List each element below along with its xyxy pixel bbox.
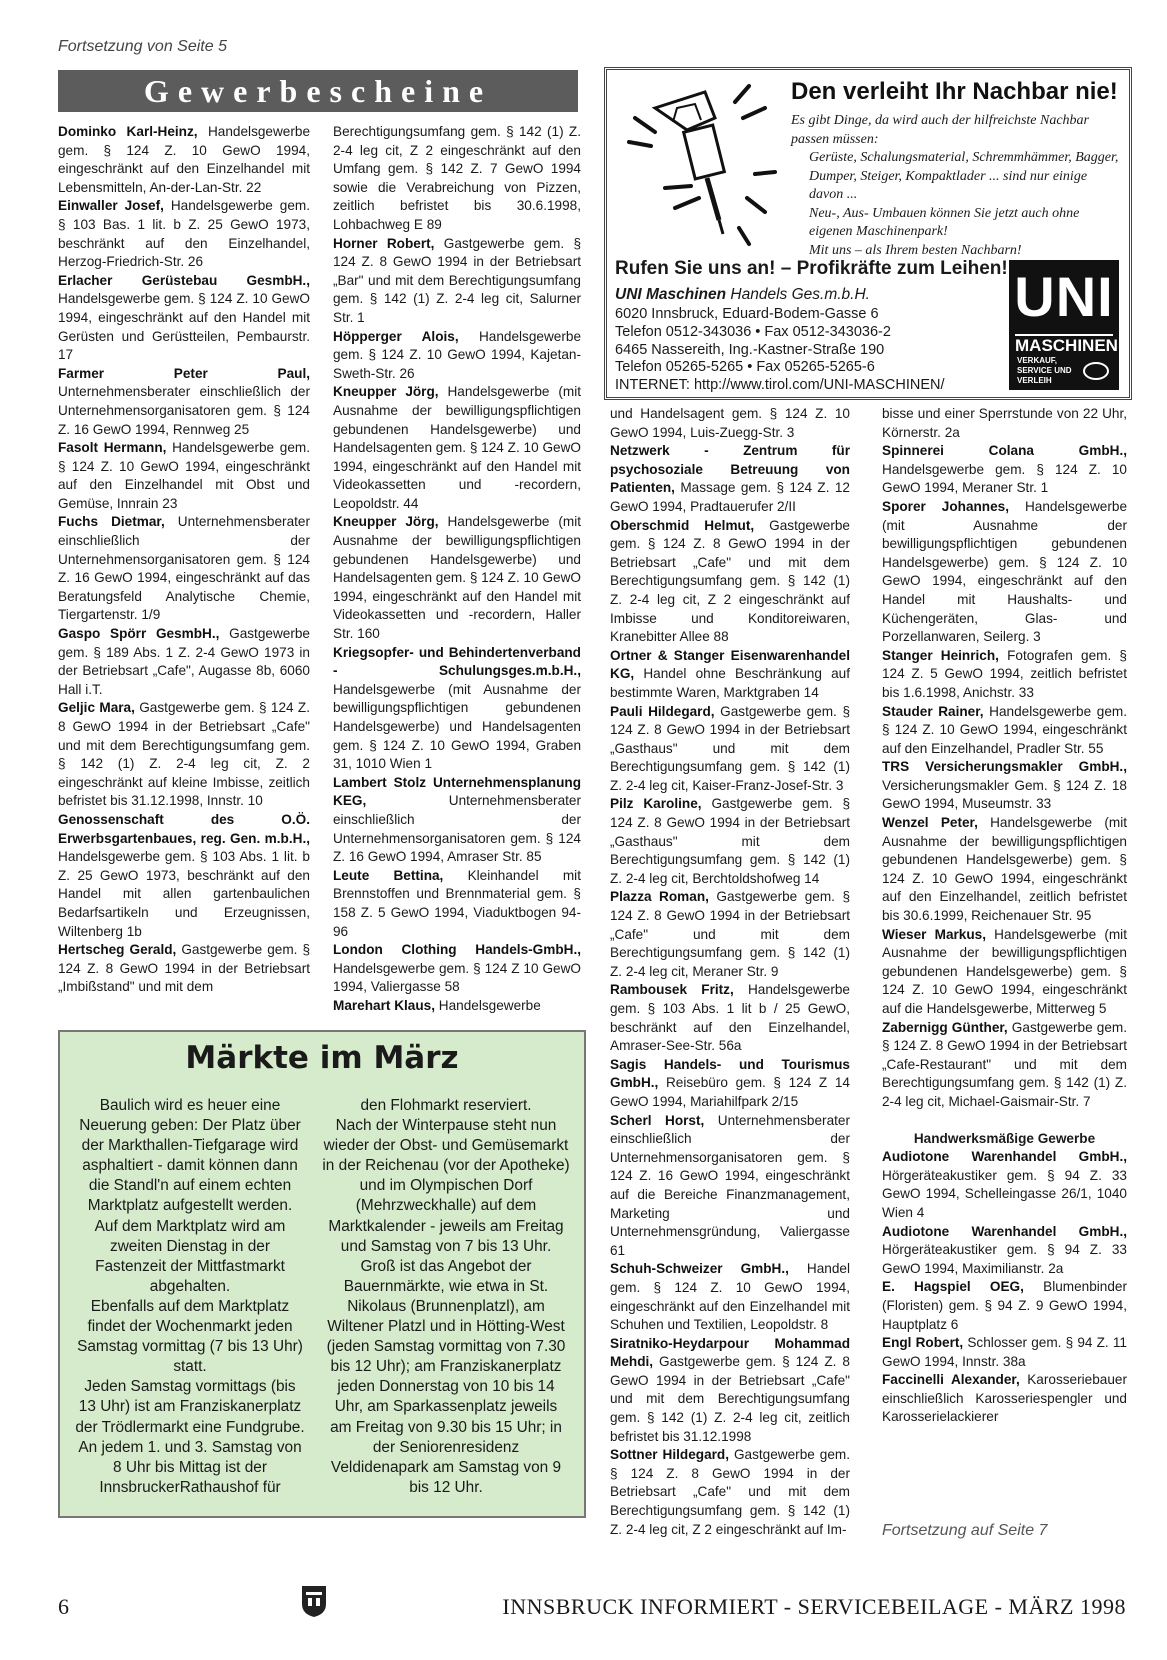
- license-entry: [882, 647, 1127, 703]
- entry-text: Handelsgewerbe (mit Ausnahme der bewilligungspflichtigen gebundenen Handelsgewerbe) und Handelsagenten gem. § 124 Z. 10 GewO 1994, eingeschränkt auf den Handel mit Videokassetten und -recordern, Haller Str. 160: [333, 514, 581, 642]
- listing-group-handwerk: [882, 1148, 1127, 1427]
- subheading-handwerk: Handwerksmäßige Gewerbe: [913, 1130, 1096, 1146]
- entry-name: Wenzel Peter,: [882, 815, 978, 831]
- ad-intro-line: Es gibt Dinge, da wird auch der hilfreichste Nachbar passen müssen:: [791, 113, 1089, 147]
- entry-name: E. Hagspiel OEG,: [882, 1279, 1024, 1295]
- entry-name: Kriegsopfer- und Behindertenverband - Schulungsges.m.b.H.,: [333, 644, 581, 679]
- entry-name: Rambousek Fritz,: [610, 982, 734, 998]
- entry-name: Genossenschaft des O.Ö. Erwerbsgartenbaues, reg. Gen. m.b.H.,: [58, 811, 310, 846]
- entry-text: Handelsgewerbe (mit Ausnahme der bewilligungspflichtigen gebundenen Handelsgewerbe) gem. § 124 Z. 10 GewO 1994, eingeschränkt auf die Handelsgewerbe, Mitterweg 5: [882, 926, 1127, 1016]
- entry-text: Handelsgewerbe: [435, 997, 541, 1013]
- continuation-note-top: Fortsetzung von Seite 5: [58, 38, 227, 55]
- license-entry: [882, 498, 1127, 647]
- entry-name: Höpperger Alois,: [333, 328, 459, 344]
- license-entry: [333, 513, 581, 643]
- entry-name: Sottner Hildegard,: [610, 1447, 730, 1463]
- ad-company-name: UNI Maschinen: [615, 286, 727, 303]
- entry-text: Blumenbinder (Floristen) gem. § 94 Z. 9 GewO 1994, Hauptplatz 6: [882, 1279, 1128, 1332]
- markets-paragraph: Nach der Winterpause steht nun wieder der Obst- und Gemüsemarkt in der Reichenau (vor der Apotheke) und im Olympischen Dorf (Mehrzweckhalle) auf dem Marktkalender - jeweils am Freitag und Samstag von 7 bis 13 Uhr.: [322, 1117, 570, 1255]
- entry-name: Fasolt Hermann,: [58, 440, 167, 456]
- entry-name: Farmer Peter Paul,: [58, 365, 310, 381]
- license-entry: [882, 1371, 1127, 1427]
- license-entry: [333, 383, 581, 513]
- entry-text: Unternehmensberater einschließlich der Unternehmensorganisatoren gem. § 124 Z. 16 GewO 1994, Rennweg 25: [58, 384, 310, 437]
- entry-text: Handelsgewerbe gem. § 124 Z. 10 GewO 1994, Kajetan-Sweth-Str. 26: [333, 328, 581, 381]
- ad-address-line: Telefon 0512-343036 • Fax 0512-343036-2: [615, 323, 891, 340]
- entry-text: Unternehmensberater einschließlich der Unternehmensorganisatoren gem. § 124 Z. 16 GewO 1994, eingeschränkt auf die Bereiche Finanzmanagement, Marketing und Unternehmensgründung, Valiergasse 61: [610, 1112, 850, 1258]
- license-entry: [333, 774, 581, 867]
- listing-column-2: [333, 123, 581, 1016]
- license-entry: [882, 1148, 1127, 1222]
- entry-text: Hörgeräteakustiker gem. § 94 Z. 33 GewO 1994, Maximilianstr. 2a: [882, 1242, 1127, 1276]
- entry-text: Gastgewerbe gem. § 124 Z. 8 GewO 1994 in der Betriebsart „Cafe" und mit dem Berechtigungsumfang gem. § 142 (1) Z. 2-4 leg cit, Z. 2 eingeschränkt auf kleine Imbisse, zeitlich befristet bis 31.12.1998, Innstr. 10: [58, 700, 311, 809]
- license-entry: [333, 867, 581, 941]
- license-entry: [333, 235, 581, 328]
- entry-text: Handelsgewerbe gem. § 124 Z. 10 GewO 1994, Meraner Str. 1: [882, 461, 1127, 496]
- entry-text: Massage gem. § 124 Z. 12 GewO 1994, Pradtauerufer 2/II: [610, 480, 850, 514]
- license-entry: [610, 517, 850, 647]
- entry-text: Gastgewerbe gem. § 124 Z. 8 GewO 1994 in der Betriebsart „Cafe-Restaurant" und mit dem Berechtigungsumfang gem. § 142 (1) Z. 2-4 leg cit, Michael-Gaismair-Str. 7: [882, 1019, 1127, 1109]
- license-entry: [610, 888, 850, 981]
- entry-text: Handelsgewerbe gem. § 124 Z. 10 GewO 1994, eingeschränkt auf den Einzelhandel mit Lebensmitteln, An-der-Lan-Str. 22: [58, 124, 311, 195]
- entry-text: Unternehmensberater einschließlich der Unternehmensorganisatoren gem. § 124 Z. 16 GewO 1994, Amraser Str. 85: [333, 793, 581, 865]
- entry-name: Zabernigg Günther,: [882, 1019, 1008, 1035]
- license-entry: [610, 1112, 850, 1261]
- entry-text: Handelsgewerbe gem. § 103 Abs. 1 lit b / 25 GewO, beschränkt auf den Einzelhandel, Amraser-See-Str. 56a: [610, 982, 850, 1054]
- markets-paragraph: den Flohmarkt reserviert.: [360, 1097, 532, 1114]
- page-number: 6: [58, 1594, 69, 1619]
- ad-address: [615, 306, 945, 395]
- entry-text: bisse und einer Sperrstunde von 22 Uhr, Körnerstr. 2a: [882, 406, 1127, 440]
- markets-paragraph: An jedem 1. und 3. Samstag von 8 Uhr bis Mittag ist der InnsbruckerRathaushof für: [78, 1438, 302, 1496]
- license-entry: [333, 644, 581, 774]
- license-entry: [333, 123, 581, 235]
- ad-intro-line: Neu-, Aus- Umbauen können Sie jetzt auch ohne eigenen Maschinenpark!: [809, 205, 1080, 239]
- license-entry: [610, 1335, 850, 1447]
- entry-name: TRS Versicherungsmakler GmbH.,: [882, 759, 1127, 775]
- entry-text: Handelsgewerbe (mit Ausnahme der bewilligungspflichtigen gebundenen Handelsgewerbe) und Handelsagenten gem. § 124 Z. 10 GewO 1994, Graben 31, 1010 Wien 1: [333, 681, 581, 772]
- license-entry: [58, 272, 310, 365]
- logo-uni-text: UNI: [1014, 265, 1114, 328]
- license-entry: [610, 703, 850, 796]
- entry-text: Gastgewerbe gem. § 124 Z. 8 GewO 1994 in der Betriebsart „Cafe" und mit dem Berechtigungsumfang gem. § 142 (1) Z. 2-4 leg cit, zeitlich befristet bis 31.12.1998: [610, 1354, 850, 1444]
- listing-column-3: [610, 405, 850, 1539]
- ad-headline: Den verleiht Ihr Nachbar nie!: [791, 78, 1118, 105]
- license-entry: [58, 513, 310, 625]
- license-entry: [610, 795, 850, 888]
- license-entry: [882, 814, 1127, 926]
- license-entry: [882, 758, 1127, 814]
- entry-name: Plazza Roman,: [610, 889, 709, 905]
- logo-subtitle: VERKAUF, SERVICE UND VERLEIH: [1017, 356, 1072, 385]
- city-emblem-icon: [300, 1584, 328, 1618]
- entry-name: Sagis Handels- und Tourismus GmbH.,: [610, 1056, 850, 1091]
- license-entry: [610, 405, 850, 442]
- entry-text: Gastgewerbe gem. § 124 Z. 8 GewO 1994 in der Betriebsart „Gasthaus" mit dem Berechtigungsumfang gem. § 142 (1) Z. 2-4 leg cit, Berchtoldshofweg 14: [610, 796, 850, 886]
- entry-name: Stauder Rainer,: [882, 703, 984, 719]
- ad-intro: [791, 112, 1121, 260]
- entry-text: Handelsgewerbe gem. § 124 Z. 10 GewO 1994, eingeschränkt auf den Handel mit Gerüsten und Gerüstteilen, Pembaurstr. 17: [58, 291, 310, 363]
- license-entry: [333, 328, 581, 384]
- entry-text: Versicherungsmakler Gem. § 124 Z. 18 GewO 1994, Museumstr. 33: [882, 777, 1127, 812]
- markets-column-right: [322, 1096, 570, 1498]
- license-entry: [58, 439, 310, 513]
- license-entry: [610, 1056, 850, 1112]
- listing-column-4: [882, 405, 1127, 1427]
- logo-emblem-icon: [1083, 362, 1109, 380]
- logo-maschinen-text: MASCHINEN: [1015, 336, 1118, 355]
- entry-name: Netzwerk - Zentrum für psychosoziale Betreuung von Patienten,: [610, 443, 850, 496]
- license-entry: [882, 405, 1127, 442]
- entry-name: Ortner & Stanger Eisenwarenhandel KG,: [610, 647, 850, 682]
- license-entry: [58, 699, 310, 811]
- entry-text: Fotografen gem. § 124 Z. 5 GewO 1994, zeitlich befristet bis 1.6.1998, Anichstr. 33: [882, 647, 1127, 700]
- entry-name: Kneupper Jörg,: [333, 514, 439, 530]
- entry-text: und Handelsagent gem. § 124 Z. 10 GewO 1994, Luis-Zuegg-Str. 3: [610, 406, 850, 440]
- license-entry: [58, 811, 310, 941]
- ad-company-type: Handels Ges.m.b.H.: [726, 286, 870, 303]
- markets-title: Märkte im März: [185, 1040, 459, 1076]
- license-entry: [882, 1334, 1127, 1371]
- ad-intro-line: Gerüste, Schalungsmaterial, Schremmhämmer, Bagger, Dumper, Steiger, Kompaktlader ... sind nur einige davon ...: [809, 150, 1119, 202]
- entry-text: Handel ohne Beschränkung auf bestimmte Waren, Marktgraben 14: [610, 666, 850, 700]
- license-entry: [610, 1260, 850, 1334]
- entry-text: Berechtigungsumfang gem. § 142 (1) Z. 2-4 leg cit, Z 2 eingeschränkt auf den Umfang gem. § 142 Z. 7 GewO 1994 sowie die Verabreichung von Pizzen, zeitlich befristet bis 30.6.1998, Lohbachweg E 89: [333, 124, 581, 232]
- entry-name: Horner Robert,: [333, 235, 435, 251]
- publication-title: INNSBRUCK INFORMIERT - SERVICEBEILAGE - MÄRZ 1998: [502, 1594, 1126, 1619]
- entry-text: Handelsgewerbe gem. § 103 Abs. 1 lit. b Z. 25 GewO 1973, beschränkt auf den Handel mit allen gartenbaulichen Bedarfsartikeln und Erzeugnissen, Wiltenberg 1b: [58, 849, 310, 939]
- license-entry: [58, 123, 310, 197]
- entry-name: Scherl Horst,: [610, 1112, 705, 1128]
- listing-column-1: [58, 123, 310, 997]
- ad-intro-line: Mit uns – als Ihrem besten Nachbarn!: [809, 242, 1022, 258]
- entry-text: Handel gem. § 124 Z. 10 GewO 1994, eingeschränkt auf den Einzelhandel mit Schuhen und Textilien, Leopoldstr. 8: [610, 1261, 850, 1333]
- entry-name: Siratniko-Heydarpour Mohammad Mehdi,: [610, 1335, 850, 1370]
- ad-address-line: Telefon 05265-5265 • Fax 05265-5265-6: [615, 359, 875, 376]
- license-entry: [882, 703, 1127, 759]
- entry-text: Gastgewerbe gem. § 124 Z. 8 GewO 1994 in der Betriebsart „Cafe" und mit dem Berechtigungsumfang gem. § 142 (1) Z. 2-4 leg cit, Z 2 eingeschränkt auf Imbisse und Konditoreiwaren, Kranebitter Allee 88: [610, 517, 850, 645]
- entry-text: Gastgewerbe gem. § 124 Z. 8 GewO 1994 in der Betriebsart „Cafe" und mit dem Berechtigungsumfang gem. § 142 (1) Z. 2-4 leg cit, Meraner Str. 9: [610, 889, 851, 979]
- ad-address-line: 6465 Nassereith, Ing.-Kastner-Straße 190: [615, 341, 885, 358]
- entry-name: Dominko Karl-Heinz,: [58, 124, 198, 139]
- entry-name: Audiotone Warenhandel GmbH.,: [882, 1223, 1127, 1239]
- entry-name: Gaspo Spörr GesmbH.,: [58, 626, 220, 642]
- continuation-note-bottom: Fortsetzung auf Seite 7: [882, 1522, 1048, 1539]
- listing-group-gewerbe: [882, 405, 1127, 1112]
- entry-text: Unternehmensberater einschließlich der Unternehmensorganisatoren gem. § 124 Z. 16 GewO 1994, eingeschränkt auf das Beratungsfeld Analytische Chemie, Tiergartenstr. 1/9: [58, 514, 310, 623]
- license-entry: [882, 1019, 1127, 1112]
- license-entry: [333, 997, 581, 1016]
- entry-text: Handelsgewerbe gem. § 124 Z. 10 GewO 1994, eingeschränkt auf den Einzelhandel mit Obst und Gemüse, Innrain 23: [58, 440, 310, 511]
- markets-paragraph: Jeden Samstag vormittags (bis 13 Uhr) ist am Franziskanerplatz der Trödlermarkt eine Fundgrube.: [75, 1378, 305, 1436]
- entry-name: Fuchs Dietmar,: [58, 514, 165, 530]
- entry-name: London Clothing Handels-GmbH.,: [333, 942, 581, 958]
- license-entry: [58, 941, 310, 997]
- uni-maschinen-ad: [604, 67, 1132, 400]
- entry-text: Gastgewerbe gem. § 124 Z. 8 GewO 1994 in der Betriebsart „Bar" und mit dem Berechtigungsumfang gem. § 142 (1) Z. 2-4 leg cit, Salurner Str. 1: [333, 235, 581, 325]
- entry-text: Hörgeräteakustiker gem. § 94 Z. 33 GewO 1994, Schelleingasse 26/1, 1040 Wien 4: [882, 1167, 1127, 1220]
- entry-text: Schlosser gem. § 94 Z. 11 GewO 1994, Innstr. 38a: [882, 1335, 1127, 1369]
- entry-name: Faccinelli Alexander,: [882, 1372, 1020, 1388]
- license-entry: [610, 981, 850, 1055]
- markets-paragraph: Ebenfalls auf dem Marktplatz findet der Wochenmarkt jeden Samstag vormittag (7 bis 13 Uhr) statt.: [77, 1297, 303, 1376]
- entry-name: Audiotone Warenhandel GmbH.,: [882, 1149, 1127, 1165]
- entry-name: Marehart Klaus,: [333, 997, 435, 1013]
- markets-paragraph: Groß ist das Angebot der Bauernmärkte, wie etwa in St. Nikolaus (Brunnenplatzl), am Wiltener Platzl und in Hötting-West (jeden Samstag vormittag von 7.30 bis 12 Uhr); am Franziskanerplatz jeden Donnerstag von 10 bis 14 Uhr, am Sparkassenplatz jeweils am Freitag von 9.30 bis 15 Uhr; in der Seniorenresidenz Veldidenapark am Samstag von 9 bis 12 Uhr.: [326, 1257, 566, 1496]
- entry-text: Handelsgewerbe (mit Ausnahme der bewilligungspflichtigen gebundenen Handelsgewerbe) gem. § 124 Z. 10 GewO 1994, eingeschränkt auf den Einzelhandel, zeitlich befristet bis 30.6.1999, Reichenauer Str. 95: [882, 815, 1127, 924]
- entry-name: Schuh-Schweizer GmbH.,: [610, 1261, 789, 1277]
- ad-call-to-action: Rufen Sie uns an! – Profikräfte zum Leihen!: [615, 258, 1008, 279]
- ad-address-line: 6020 Innsbruck, Eduard-Bodem-Gasse 6: [615, 306, 879, 322]
- ad-website-link[interactable]: INTERNET: http://www.tirol.com/UNI-MASCHINEN/: [615, 377, 945, 394]
- jackhammer-illustration: [615, 78, 787, 248]
- entry-name: Leute Bettina,: [333, 867, 444, 883]
- entry-name: Pauli Hildegard,: [610, 703, 715, 719]
- entry-name: Einwaller Josef,: [58, 198, 164, 214]
- markets-paragraph: Baulich wird es heuer eine Neuerung geben: Der Platz über der Markthallen-Tiefgarage wird asphaltiert - damit können dann die Standl'n auf einem echten Marktplatz aufgestellt werden.: [79, 1097, 301, 1215]
- entry-text: Gastgewerbe gem. § 124 Z. 8 GewO 1994 in der Betriebsart „Cafe" und mit dem Berechtigungsumfang gem. § 142 (1) Z. 2-4 leg cit, Z 2 eingeschränkt auf Im-: [610, 1447, 850, 1537]
- entry-name: Spinnerei Colana GmbH.,: [882, 443, 1127, 459]
- license-entry: [333, 941, 581, 997]
- entry-text: Handelsgewerbe gem. § 124 Z 10 GewO 1994, Valiergasse 58: [333, 960, 581, 995]
- entry-text: Gastgewerbe gem. § 124 Z. 8 GewO 1994 in der Betriebsart „Gasthaus" und mit dem Berechtigungsumfang gem. § 142 (1) Z. 2-4 leg cit, Kaiser-Franz-Josef-Str. 3: [610, 703, 850, 793]
- entry-text: Karosseriebauer einschließlich Karosseriespengler und Karosserielackierer: [882, 1372, 1127, 1425]
- license-entry: [610, 442, 850, 516]
- entry-name: Hertscheg Gerald,: [58, 942, 177, 958]
- license-entry: [58, 625, 310, 699]
- entry-text: Kleinhandel mit Brennstoffen und Brennmaterial gem. § 158 Z. 5 GewO 1994, Viaduktbogen 94-96: [333, 867, 581, 939]
- entry-text: Gastgewerbe gem. § 124 Z. 8 GewO 1994 in der Betriebsart „Imbißstand" und mit dem: [58, 942, 310, 995]
- ad-company: [615, 286, 870, 304]
- section-title-banner: Gewerbescheine: [58, 70, 578, 112]
- license-entry: [58, 365, 310, 439]
- entry-name: Lambert Stolz Unternehmensplanung KEG,: [333, 774, 581, 809]
- entry-name: Sporer Johannes,: [882, 498, 1010, 514]
- entry-name: Geljic Mara,: [58, 700, 135, 716]
- entry-name: Erlacher Gerüstebau GesmbH.,: [58, 272, 310, 288]
- license-entry: [882, 442, 1127, 498]
- license-entry: [610, 647, 850, 703]
- license-entry: [882, 1223, 1127, 1279]
- uni-maschinen-logo: [1009, 260, 1119, 390]
- entry-name: Wieser Markus,: [882, 926, 986, 942]
- entry-name: Kneupper Jörg,: [333, 384, 439, 400]
- entry-text: Handelsgewerbe gem. § 124 Z. 10 GewO 1994, eingeschränkt auf den Einzelhandel, Pradler Str. 55: [882, 703, 1127, 756]
- license-entry: [882, 1278, 1127, 1334]
- entry-text: Handelsgewerbe (mit Ausnahme der bewilligungspflichtigen gebundenen Handelsgewerbe) und Handelsagenten gem. § 124 Z. 10 GewO 1994, eingeschränkt auf den Handel mit Videokassetten und -recordern, Leopoldstr. 44: [333, 384, 581, 511]
- license-entry: [610, 1446, 850, 1539]
- entry-text: Gastgewerbe gem. § 189 Abs. 1 Z. 2-4 GewO 1973 in der Betriebsart „Cafe", Augasse 8b, 6060 Hall i.T.: [58, 626, 310, 697]
- license-entry: [882, 926, 1127, 1019]
- markets-box: [58, 1030, 586, 1518]
- entry-name: Oberschmid Helmut,: [610, 517, 755, 533]
- entry-name: Stanger Heinrich,: [882, 647, 999, 663]
- markets-column-left: [74, 1096, 306, 1498]
- entry-text: Handelsgewerbe gem. § 103 Bas. 1 lit. b Z. 25 GewO 1973, beschränkt auf den Einzelhandel, Herzog-Friedrich-Str. 26: [58, 198, 311, 270]
- markets-paragraph: Auf dem Marktplatz wird am zweiten Dienstag in der Fastenzeit der Mittfastmarkt abgehalten.: [94, 1217, 286, 1295]
- entry-name: Pilz Karoline,: [610, 796, 702, 812]
- entry-text: Reisebüro gem. § 124 Z 14 GewO 1994, Mariahilfpark 2/15: [610, 1075, 850, 1109]
- entry-text: Handelsgewerbe (mit Ausnahme der bewilligungspflichtigen gebundenen Handelsgewerbe) gem. § 124 Z. 10 GewO 1994, eingeschränkt auf den Handel mit Haushalts- und Küchengeräten, Glas- und Porzellanwaren, Seilerg. 3: [882, 498, 1127, 645]
- entry-name: Engl Robert,: [882, 1335, 964, 1351]
- license-entry: [58, 197, 310, 271]
